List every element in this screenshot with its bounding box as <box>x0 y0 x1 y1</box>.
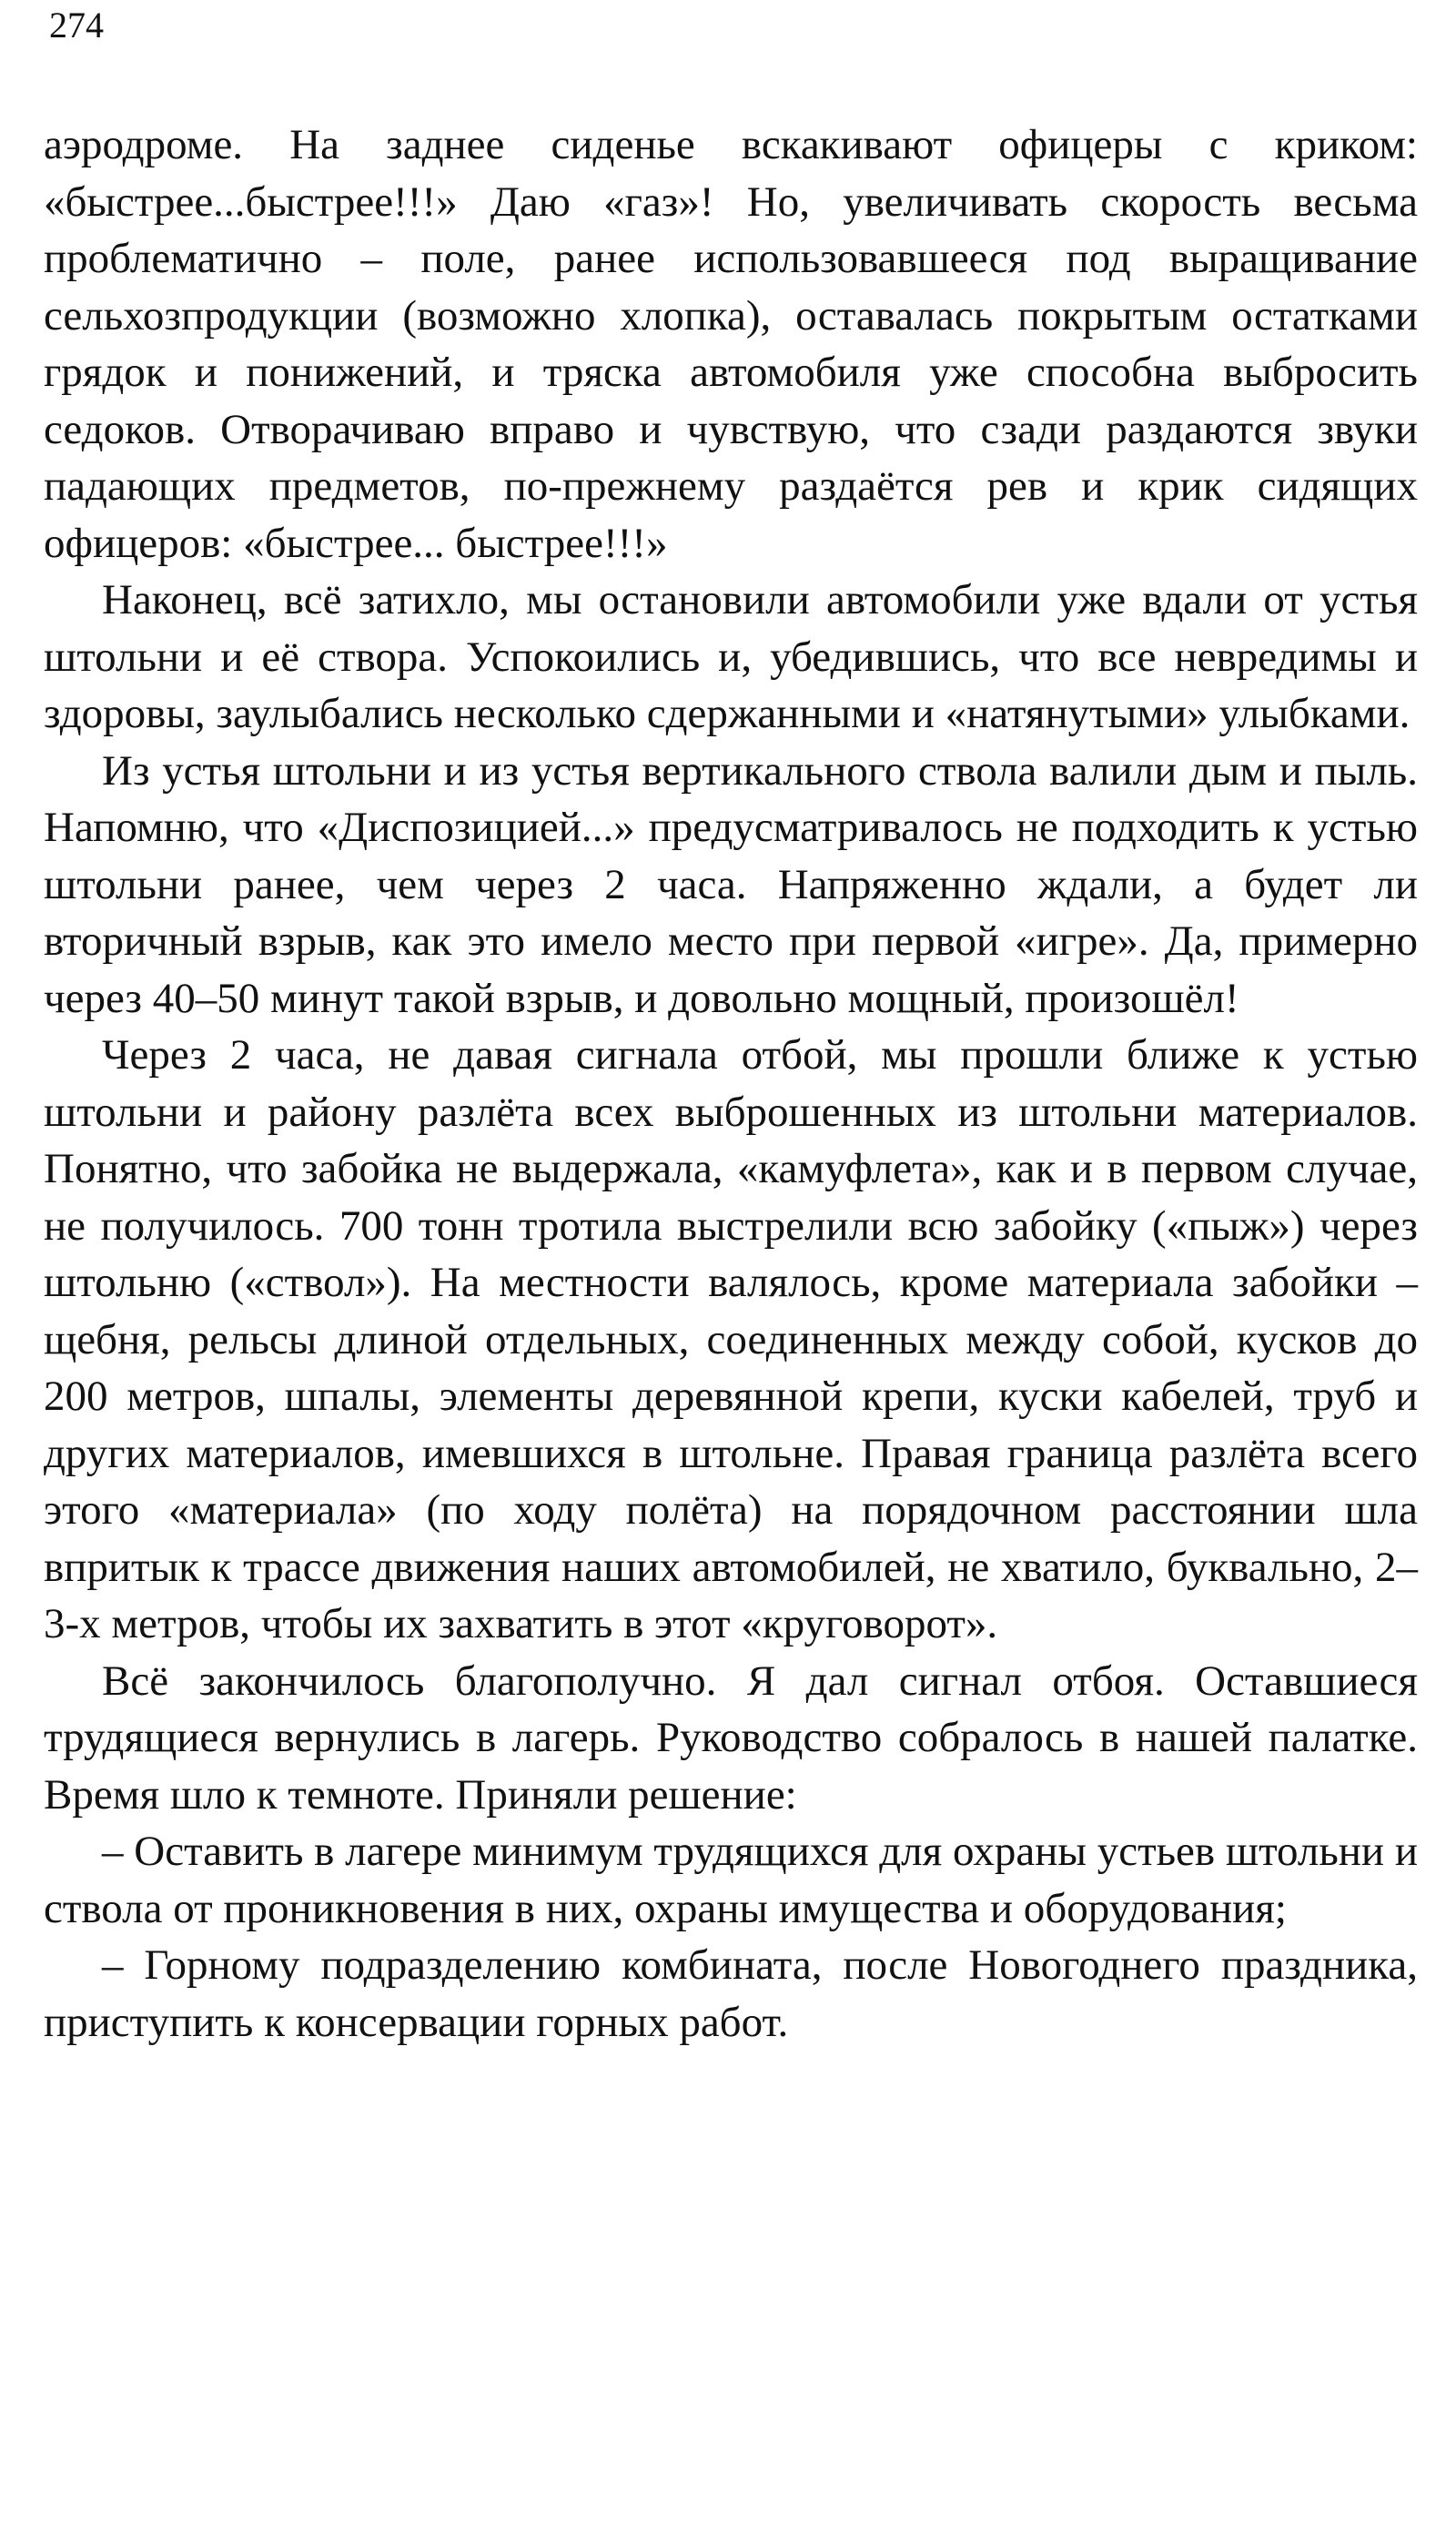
paragraph-list-item: – Оставить в лагере минимум трудящихся для охраны устьев штольни и ствола от проникновения в них, охраны имущества и оборудования; <box>44 1828 1418 1932</box>
paragraph: Всё закончилось благополучно. Я дал сигнал отбоя. Оставшиеся трудящиеся вернулись в лагерь. Руководство собралось в нашей палатке. Время шло к темноте. Приняли решение: <box>44 1657 1418 1819</box>
paragraph: Через 2 часа, не давая сигнала отбой, мы прошли ближе к устью штольни и району разлёта всех выброшенных из штольни материалов. Понятно, что забойка не выдержала, «камуфлета», как и в первом случае, не получилось. 700 тонн тротила выстрелили всю забойку («пыж») через штольню («ствол»). На местности валялось, кроме материала забойки – щебня, рельсы длиной отдельных, соединенных между собой, кусков до 200 метров, шпалы, элементы деревянной крепи, куски кабелей, труб и других материалов, имевшихся в штольне. Правая граница разлёта всего этого «материала» (по ходу полёта) на порядочном расстоянии шла впритык к трассе движения наших автомобилей, не хватило, буквально, 2–3-х метров, чтобы их захватить в этот «круговорот». <box>44 1031 1418 1647</box>
page-number: 274 <box>49 5 104 46</box>
paragraph-list-item: – Горному подразделению комбината, после Новогоднего праздника, приступить к консервации горных работ. <box>44 1941 1418 2046</box>
body-text <box>44 117 1418 2051</box>
paragraph: Наконец, всё затихло, мы остановили автомобили уже вдали от устья штольни и её створа. Успокоились и, убедившись, что все невредимы и здоровы, заулыбались несколько сдержанными и «натянутыми» улыбками. <box>44 576 1418 737</box>
paragraph: Из устья штольни и из устья вертикального ствола валили дым и пыль. Напомню, что «Диспозицией...» предусматривалось не подходить к устью штольни ранее, чем через 2 часа. Напряженно ждали, а будет ли вторичный взрыв, как это имело место при первой «игре». Да, примерно через 40–50 минут такой взрыв, и довольно мощный, произошёл! <box>44 746 1418 1022</box>
paragraph-continuation: аэродроме. На заднее сиденье вскакивают офицеры с криком: «быстрее...быстрее!!!» Даю «газ»! Но, увеличивать скорость весьма проблематично – поле, ранее использовавшееся под выращивание сельхозпродукции (возможно хлопка), оставалась покрытым остатками грядок и понижений, и тряска автомобиля уже способна выбросить седоков. Отворачиваю вправо и чувствую, что сзади раздаются звуки падающих предметов, по-прежнему раздаётся рев и крик сидящих офицеров: «быстрее... быстрее!!!» <box>44 121 1418 567</box>
